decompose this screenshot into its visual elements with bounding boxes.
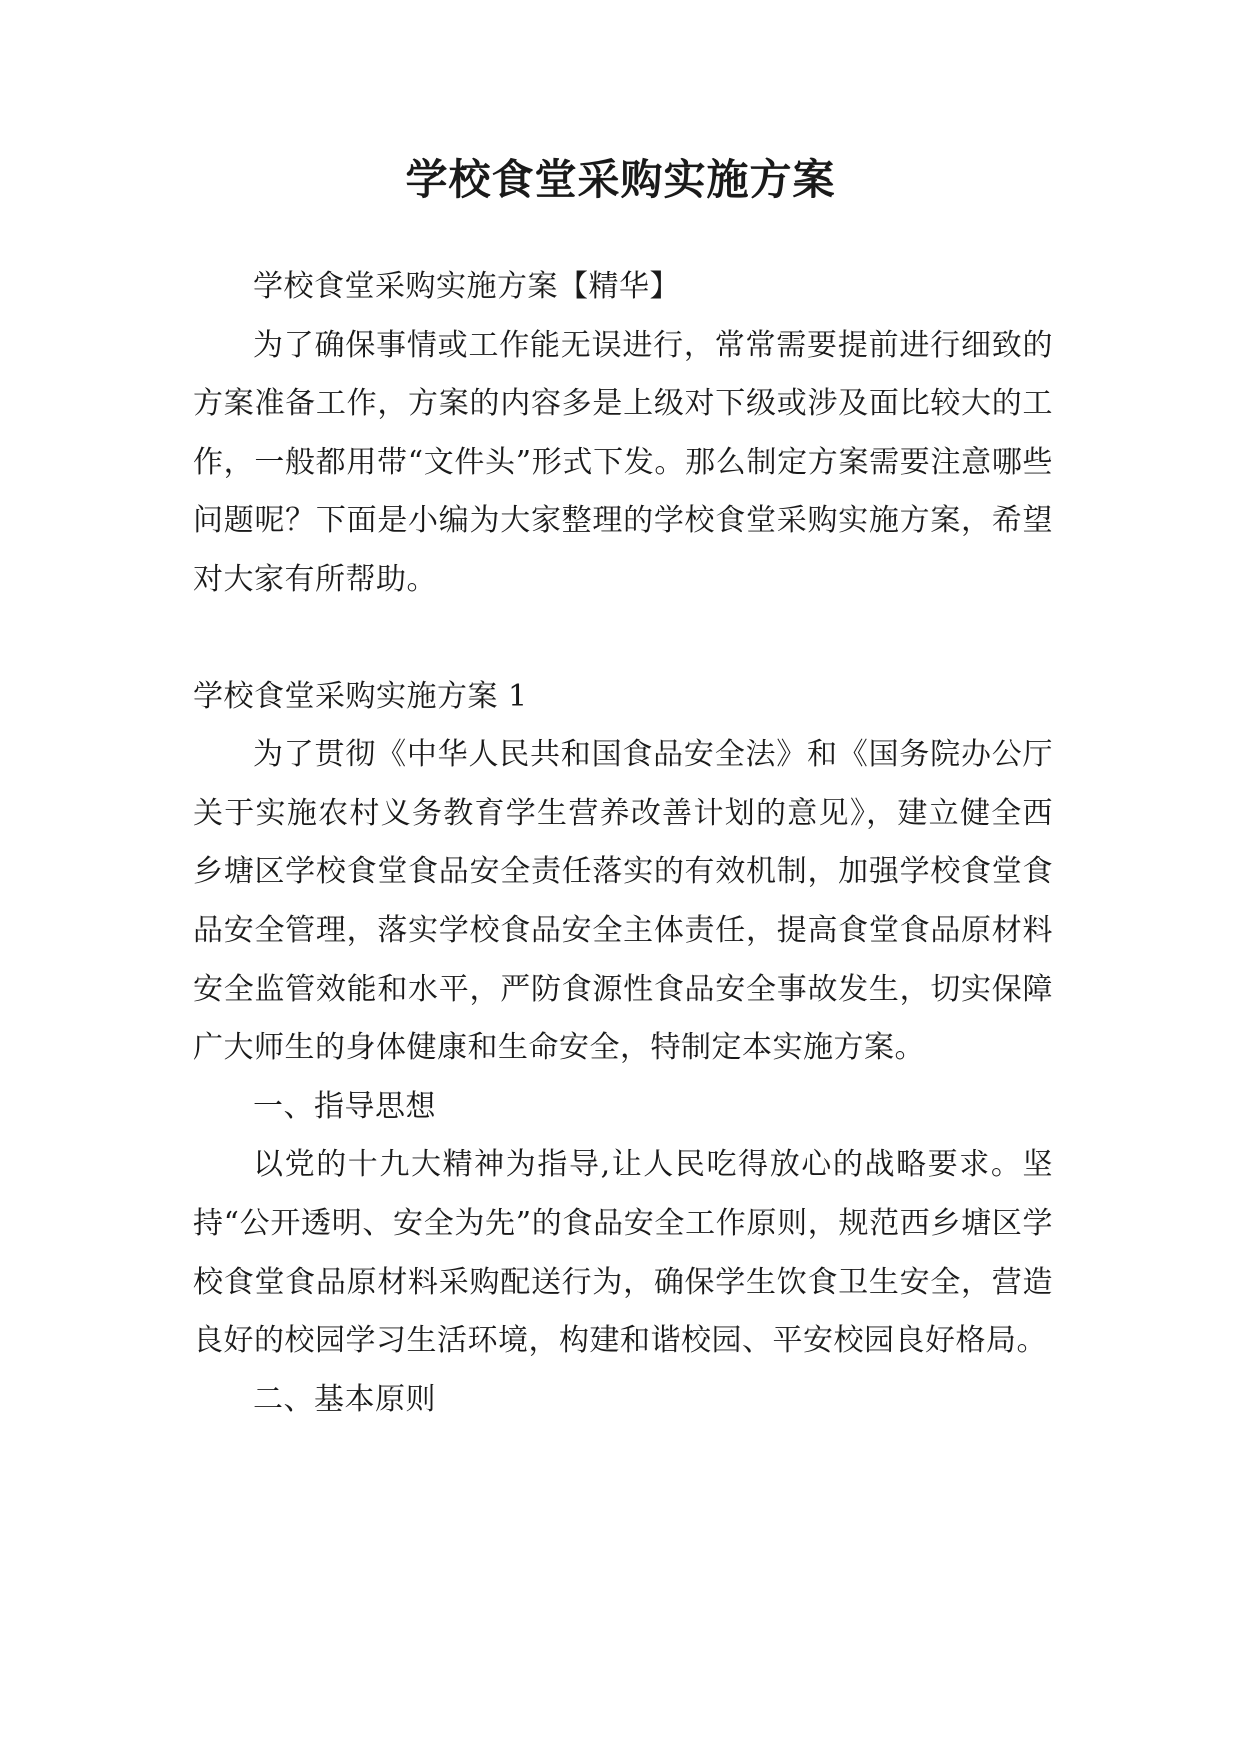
paragraph-gap <box>193 610 1053 668</box>
body-paragraph: 为了贯彻《中华人民共和国食品安全法》和《国务院办公厅关于实施农村义务教育学生营养改善计划的意见》，建立健全西乡塘区学校食堂食品安全责任落实的有效机制，加强学校食堂食品安全管理，落实学校食品安全主体责任，提高食堂食品原材料安全监管效能和水平，严防食源性食品安全事故发生，切实保障广大师生的身体健康和生命安全，特制定本实施方案。 <box>193 737 1053 1066</box>
subtitle-paragraph: 学校食堂采购实施方案【精华】 <box>253 269 680 304</box>
subsection-heading: 二、基本原则 <box>253 1381 436 1417</box>
document-body <box>193 258 1053 1429</box>
body-paragraph: 以党的十九大精神为指导,让人民吃得放心的战略要求。坚持“公开透明、安全为先”的食品安全工作原则，规范西乡塘区学校食堂食品原材料采购配送行为，确保学生饮食卫生安全，营造良好的校园学习生活环境，构建和谐校园、平安校园良好格局。 <box>193 1147 1053 1359</box>
document-title: 学校食堂采购实施方案 <box>405 155 836 204</box>
section-heading: 学校食堂采购实施方案 1 <box>193 678 528 714</box>
intro-paragraph: 为了确保事情或工作能无误进行，常常需要提前进行细致的方案准备工作，方案的内容多是上级对下级或涉及面比较大的工作，一般都用带“文件头”形式下发。那么制定方案需要注意哪些问题呢？下面是小编为大家整理的学校食堂采购实施方案，希望对大家有所帮助。 <box>193 327 1053 597</box>
subsection-heading: 一、指导思想 <box>253 1088 436 1124</box>
